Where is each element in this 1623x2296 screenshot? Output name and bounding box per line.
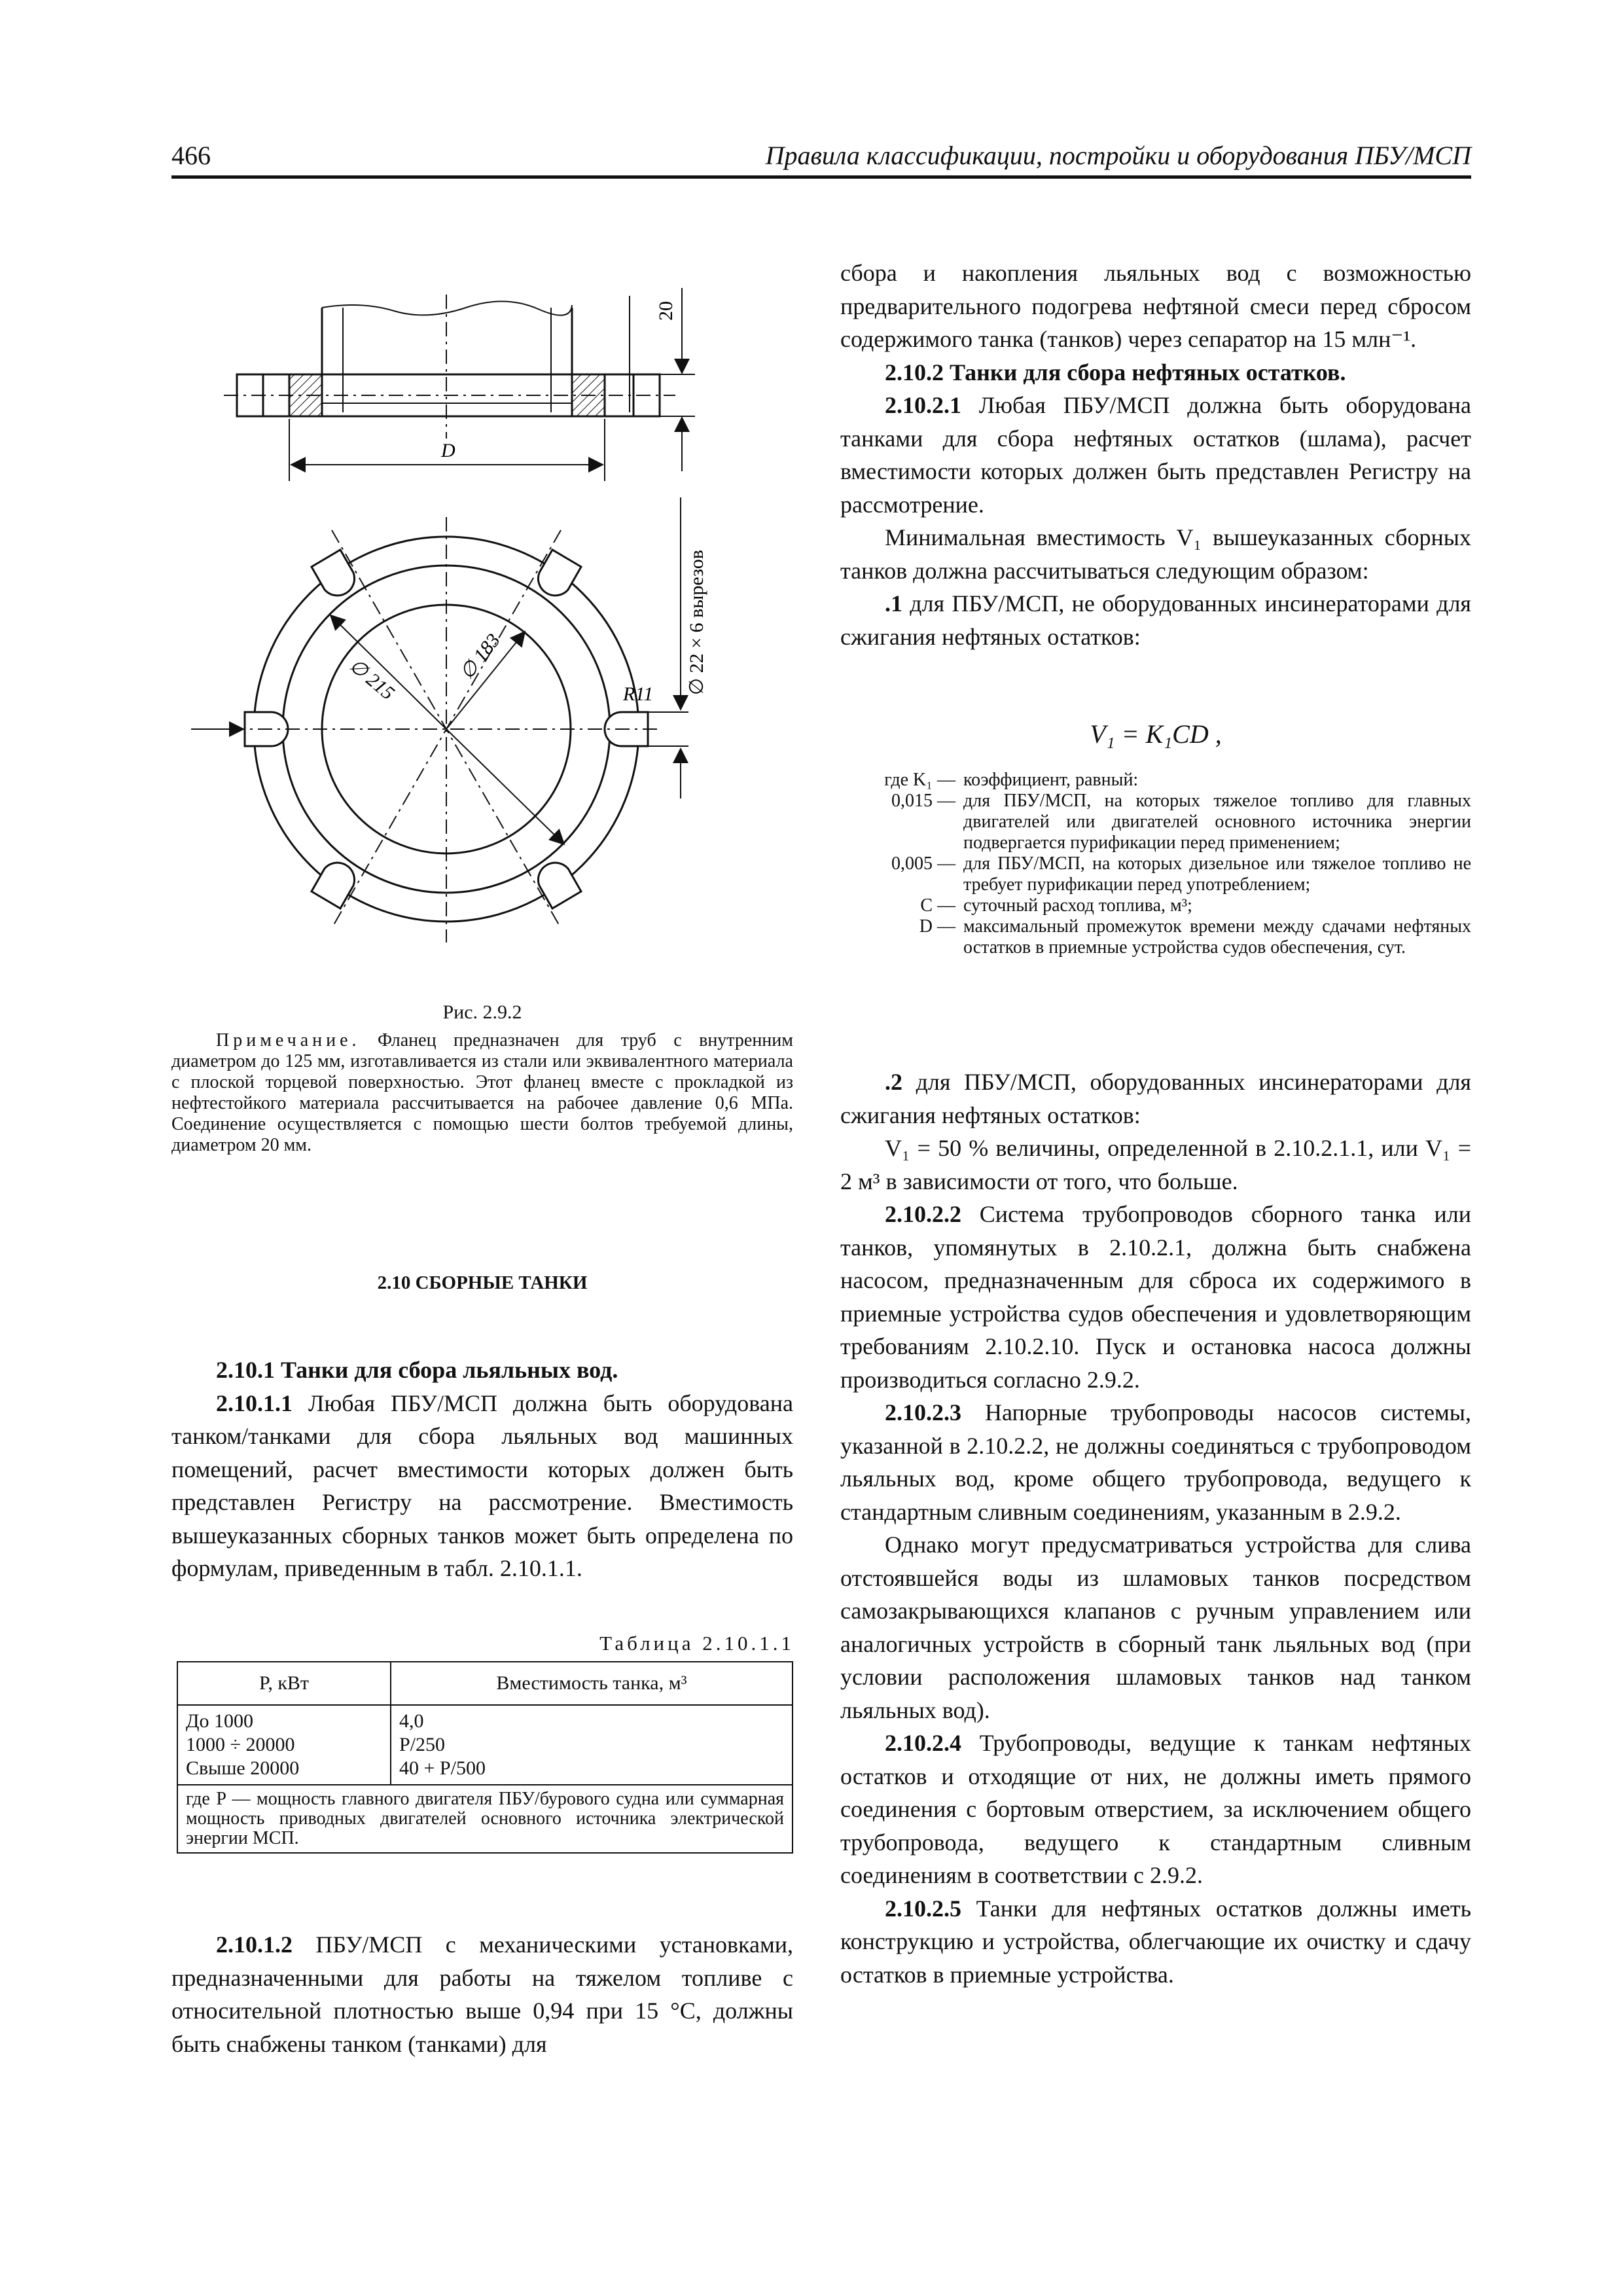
legend-row: 0,015 — для ПБУ/МСП, на которых тяжелое топливо для главных двигателей или двигателей основного источника энергии подвергается пурификации перед применением; (891, 791, 1471, 853)
para-2-10-2-3: 2.10.2.3 Напорные трубопроводы насосов системы, указанной в 2.10.2.2, не должны соединяться с трубопроводом льяльных вод, кроме общего трубопровода, ведущего к стандартным сливным соединениям, указанным в 2.9.2. (840, 1399, 1471, 1525)
diameter-label: D (441, 440, 455, 461)
formula-v1: V₁ = K₁CD , (1090, 719, 1222, 749)
legend-row: D — максимальный промежуток времени между сдачами нефтяных остатков в приемные устройства судов обеспечения, сут. (919, 916, 1471, 958)
heading-2-10-1: 2.10.1 Танки для сбора льяльных вод. (216, 1357, 618, 1383)
left-column-text (171, 1354, 793, 1585)
para-2-10-1-1: 2.10.1.1 Любая ПБУ/МСП должна быть оборудована танком/танками для сбора льяльных вод машинных помещений, расчет вместимости которых должен быть представлен Регистру на рассмотрение. Вместимость вышеуказанных сборных танков может быть определена по формулам, приведенным в табл. 2.10.1.1. (171, 1390, 793, 1581)
formula-legend (840, 770, 1471, 958)
right-column-top (840, 257, 1471, 653)
table-caption: Таблица 2.10.1.1 (599, 1632, 794, 1655)
right-column-main (840, 1066, 1471, 1991)
col-header-capacity: Вместимость танка, м³ (391, 1662, 793, 1705)
running-title: Правила классификации, постройки и оборудования ПБУ/МСП (765, 141, 1471, 170)
para-case-2: .2 для ПБУ/МСП, оборудованных инсинераторами для сжигания нефтяных остатков: (840, 1069, 1471, 1128)
left-column-bottom (171, 1928, 793, 2060)
para-2-10-2-4: 2.10.2.4 Трубопроводы, ведущие к танкам нефтяных остатков и отходящие от них, не должны иметь прямого соединения с бортовым отверстием, за исключением общего трубопровода, ведущего к стандартным сливным соединениям в соответствии с 2.9.2. (840, 1730, 1471, 1888)
para-case-1: .1 для ПБУ/МСП, не оборудованных инсинераторами для сжигания нефтяных остатков: (840, 590, 1471, 650)
d183-label: ∅ 183 (455, 630, 505, 684)
para-continuation: сбора и накопления льяльных вод с возможностью предварительного подогрева нефтяной смеси перед сбросом содержимого танка (танков) через сепаратор на 15 млн⁻¹. (840, 260, 1471, 352)
para-2-10-1-2: 2.10.1.2 ПБУ/МСП с механическими установками, предназначенными для работы на тяжелом топливе с относительной плотностью выше 0,94 при 15 °С, должны быть снабжены танком (танками) для (171, 1931, 793, 2057)
table-note: где P — мощность главного двигателя ПБУ/бурового судна или суммарная мощность приводных двигателей основного источника электрической энергии МСП. (177, 1785, 793, 1853)
note-text: Фланец предназначен для труб с внутренним диаметром до 125 мм, изготавливается из стали или эквивалентного материала с плоской торцевой поверхностью. Этот фланец вместе с прокладкой из нефтестойкого материала рассчитывается на рабочее давление 0,6 МПа. Соединение осуществляется с помощью шести болтов требуемой длины, диаметром 20 мм. (171, 1030, 793, 1155)
heading-2-10-2: 2.10.2 Танки для сбора нефтяных остатков. (885, 359, 1346, 386)
para-2-10-2-5: 2.10.2.5 Танки для нефтяных остатков должны иметь конструкцию и устройства, облегчающие их очистку и сдачу остатков в приемные устройства. (840, 1895, 1471, 1988)
capacity-table (177, 1661, 793, 1854)
figure-caption: Рис. 2.9.2 (442, 1001, 522, 1023)
thickness-label: 20 (655, 301, 677, 321)
slots-label: ∅ 22 × 6 вырезов (686, 550, 707, 695)
flange-drawing (171, 275, 793, 982)
para-2-10-2-1: 2.10.2.1 Любая ПБУ/МСП должна быть оборудована танками для сбора нефтяных остатков (шлама), расчет вместимости которых должен быть представлен Регистру на рассмотрение. (840, 392, 1471, 518)
legend-row: 0,005 — для ПБУ/МСП, на которых дизельное или тяжелое топливо не требует пурификации перед употреблением; (891, 853, 1471, 895)
page-number: 466 (171, 141, 211, 170)
capacity-cell: 4,0 P/250 40 + P/500 (391, 1705, 793, 1785)
para-2-10-2-2: 2.10.2.2 Система трубопроводов сборного танка или танков, упомянутых в 2.10.2.1, должна быть снабжена насосом, предназначенным для сброса их содержимого в приемные устройства судов обеспечения и удовлетворяющим требованиям 2.10.2.10. Пуск и остановка насоса должны производиться согласно 2.9.2. (840, 1201, 1471, 1393)
legend-row: C — суточный расход топлива, м³; (920, 895, 1192, 916)
flange-top-view (191, 497, 688, 942)
radius-label: R11 (623, 683, 654, 705)
power-cell: До 1000 1000 ÷ 20000 Свыше 20000 (177, 1705, 391, 1785)
para-case-2-formula: V₁ = 50 % величины, определенной в 2.10.2.1.1, или V₁ = 2 м³ в зависимости от того, что больше. (840, 1135, 1471, 1194)
note-label: Примечание. (216, 1030, 361, 1050)
d215-label: ∅ 215 (345, 655, 399, 704)
col-header-power: P, кВт (177, 1662, 391, 1705)
section-heading: 2.10 СБОРНЫЕ ТАНКИ (377, 1272, 588, 1293)
legend-row: где K₁ — коэффициент, равный: (884, 770, 1139, 790)
para-however: Однако могут предусматриваться устройства для слива отстоявшейся воды из шламовых танков посредством самозакрывающихся клапанов с ручным управлением или аналогичных устройств в сборный танк льяльных вод (при условии расположения шламовых танков над танком льяльных вод). (840, 1532, 1471, 1723)
header-rule (171, 175, 1471, 179)
figure-note (171, 1030, 793, 1156)
flange-side-view (224, 288, 695, 481)
para-min-capacity: Минимальная вместимость V₁ вышеуказанных сборных танков должна рассчитываться следующим образом: (840, 524, 1471, 584)
